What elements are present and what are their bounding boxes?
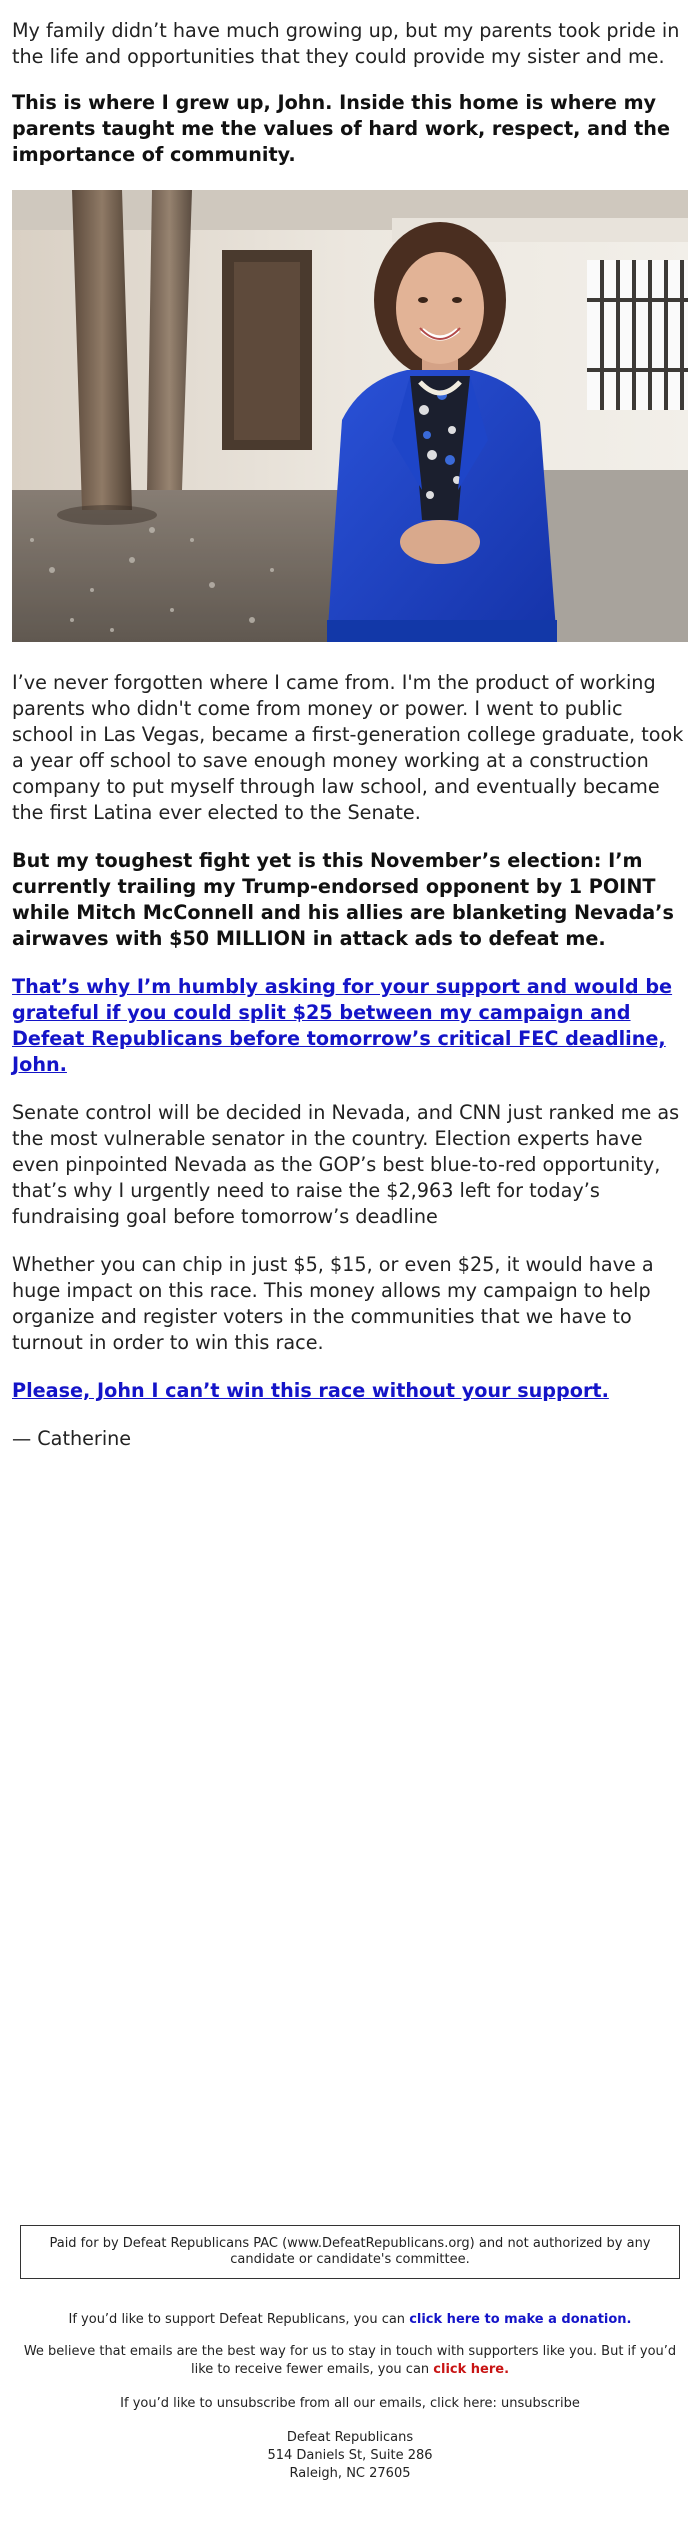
- support-text: If you’d like to support Defeat Republicans, you can: [68, 2312, 410, 2327]
- city-state-zip: Raleigh, NC 27605: [289, 2466, 411, 2481]
- unsubscribe-line: [20, 2395, 680, 2413]
- intro-paragraph: My family didn’t have much growing up, but my parents took pride in the life and opportunities that they could provide my sister and me.: [12, 19, 680, 68]
- signoff: — Catherine: [12, 1427, 132, 1450]
- support-line: [20, 2311, 680, 2329]
- background-paragraph: I’ve never forgotten where I came from. I'm the product of working parents who didn't come from money or power. I went to public school in Las Vegas, became a first-generation college graduate, took a year off school to save enough money working at a construction company to put myself through law school, and eventually became the first Latina ever elected to the Senate.: [12, 671, 684, 824]
- email-footer: [0, 2225, 700, 2483]
- fewer-emails-line: [20, 2343, 680, 2379]
- street-address: 514 Daniels St, Suite 286: [267, 2448, 433, 2463]
- home-paragraph: This is where I grew up, John. Inside this home is where my parents taught me the values of hard work, respect, and the importance of community.: [12, 91, 670, 166]
- plea-link[interactable]: Please, John I can’t win this race without your support.: [12, 1379, 609, 1402]
- email-body: [12, 0, 688, 1452]
- senate-paragraph: Senate control will be decided in Nevada, and CNN just ranked me as the most vulnerable senator in the country. Election experts have even pinpointed Nevada as the GOP’s best blue-to-red opportunity, that’s why I urgently need to raise the $2,963 left for today’s fundraising goal before tomorrow’s deadline: [12, 1101, 680, 1228]
- fewer-emails-text: We believe that emails are the best way for us to stay in touch with supporters like you. But if you’d like to receive fewer emails, you can: [23, 2344, 677, 2377]
- unsubscribe-text: If you’d like to unsubscribe from all our emails, click here:: [120, 2396, 501, 2411]
- donate-link[interactable]: click here to make a donation.: [409, 2312, 632, 2327]
- fight-paragraph: But my toughest fight yet is this November’s election: I’m currently trailing my Trump-endorsed opponent by 1 POINT while Mitch McConnell and his allies are blanketing Nevada’s airwaves with $50 MILLION in attack ads to defeat me.: [12, 849, 674, 950]
- mailing-address: [0, 2429, 700, 2483]
- unsubscribe-link[interactable]: unsubscribe: [500, 2396, 580, 2411]
- paid-for-disclaimer: Paid for by Defeat Republicans PAC (www.DefeatRepublicans.org) and not authorized by any candidate or candidate's committee.: [20, 2225, 680, 2279]
- org-name: Defeat Republicans: [286, 2430, 414, 2445]
- candidate-photo: [12, 190, 688, 642]
- fewer-emails-link[interactable]: click here.: [433, 2362, 510, 2377]
- chip-in-paragraph: Whether you can chip in just $5, $15, or even $25, it would have a huge impact on this race. This money allows my campaign to help organize and register voters in the communities that we have to turnout in order to win this race.: [12, 1253, 654, 1354]
- donation-ask-link[interactable]: That’s why I’m humbly asking for your support and would be grateful if you could split $25 between my campaign and Defeat Republicans before tomorrow’s critical FEC deadline, John.: [12, 975, 673, 1076]
